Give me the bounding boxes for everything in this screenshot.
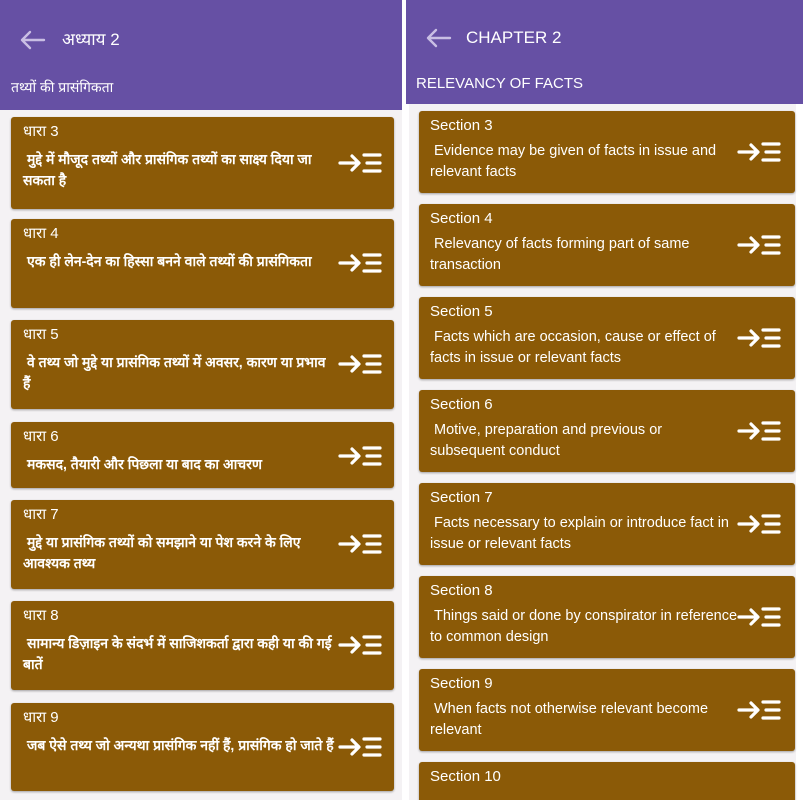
app-bar [0, 0, 402, 110]
section-number: धारा 8 [23, 607, 59, 624]
chapter-subtitle: RELEVANCY OF FACTS [416, 75, 583, 92]
section-card-8[interactable] [11, 601, 394, 690]
open-section-icon[interactable] [338, 532, 382, 556]
open-section-icon[interactable] [737, 512, 781, 536]
section-card-7[interactable] [11, 500, 394, 589]
open-section-icon[interactable] [338, 151, 382, 175]
section-title: एक ही लेन-देन का हिस्सा बनने वाले तथ्यों की प्रासंगिकता [27, 253, 312, 269]
section-list [409, 104, 796, 800]
open-section-icon[interactable] [737, 140, 781, 164]
section-title: मुद्दे या प्रासंगिक तथ्यों को समझाने या पेश करने के लिए आवश्यक तथ्य [23, 534, 301, 571]
open-section-icon[interactable] [338, 444, 382, 468]
open-section-icon[interactable] [338, 352, 382, 376]
section-card-4[interactable] [11, 219, 394, 308]
open-section-icon[interactable] [338, 251, 382, 275]
page-title: CHAPTER 2 [466, 28, 562, 47]
app-bar [406, 0, 803, 104]
open-section-icon[interactable] [737, 698, 781, 722]
section-title: वे तथ्य जो मुद्दे या प्रासंगिक तथ्यों में अवसर, कारण या प्रभाव हैं [23, 354, 326, 391]
section-number: Section 9 [430, 675, 493, 692]
section-number: Section 7 [430, 489, 493, 506]
section-number: धारा 9 [23, 709, 59, 726]
section-title: सामान्य डिज़ाइन के संदर्भ में साजिशकर्ता द्वारा कही या की गई बातें [23, 635, 332, 672]
back-arrow-icon[interactable] [424, 26, 452, 50]
section-title: Facts necessary to explain or introduce fact in issue or relevant facts [430, 515, 729, 552]
section-number: Section 6 [430, 396, 493, 413]
open-section-icon[interactable] [737, 326, 781, 350]
open-section-icon[interactable] [737, 233, 781, 257]
section-card-9[interactable] [419, 669, 795, 751]
section-number: धारा 4 [23, 225, 59, 242]
section-title: When facts not otherwise relevant become relevant [430, 701, 709, 738]
section-card-5[interactable] [11, 320, 394, 409]
section-title: जब ऐसे तथ्य जो अन्यथा प्रासंगिक नहीं हैं, प्रासंगिक हो जाते हैं [27, 737, 334, 753]
section-title: Motive, preparation and previous or subsequent conduct [430, 422, 663, 459]
page-title: अध्याय 2 [62, 30, 120, 49]
section-card-5[interactable] [419, 297, 795, 379]
section-title: मकसद, तैयारी और पिछला या बाद का आचरण [27, 456, 262, 472]
section-card-7[interactable] [419, 483, 795, 565]
section-number: धारा 5 [23, 326, 59, 343]
open-section-icon[interactable] [338, 735, 382, 759]
section-title: Things said or done by conspirator in reference to common design [430, 608, 738, 645]
section-number: धारा 7 [23, 506, 59, 523]
chapter-subtitle: तथ्यों की प्रासंगिकता [11, 79, 114, 95]
section-title: मुद्दे में मौजूद तथ्यों और प्रासंगिक तथ्यों का साक्ष्य दिया जा सकता है [23, 151, 312, 188]
open-section-icon[interactable] [737, 605, 781, 629]
section-number: Section 4 [430, 210, 493, 227]
section-list [0, 110, 402, 800]
section-number: Section 10 [430, 768, 501, 785]
section-number: Section 8 [430, 582, 493, 599]
back-arrow-icon[interactable] [18, 28, 46, 52]
section-card-3[interactable] [419, 111, 795, 193]
section-number: धारा 3 [23, 123, 59, 140]
section-card-6[interactable] [419, 390, 795, 472]
section-card-3[interactable] [11, 117, 394, 209]
section-card-9[interactable] [11, 703, 394, 791]
section-title: Relevancy of facts forming part of same transaction [430, 236, 690, 273]
section-card-8[interactable] [419, 576, 795, 658]
section-title: Evidence may be given of facts in issue and relevant facts [430, 143, 717, 180]
section-number: Section 5 [430, 303, 493, 320]
open-section-icon[interactable] [737, 419, 781, 443]
section-number: धारा 6 [23, 428, 59, 445]
section-title: Facts which are occasion, cause or effect of facts in issue or relevant facts [430, 329, 716, 366]
section-card-4[interactable] [419, 204, 795, 286]
english-screen [406, 0, 803, 800]
section-number: Section 3 [430, 117, 493, 134]
section-card-10[interactable] [419, 762, 795, 800]
open-section-icon[interactable] [338, 633, 382, 657]
section-card-6[interactable] [11, 422, 394, 488]
